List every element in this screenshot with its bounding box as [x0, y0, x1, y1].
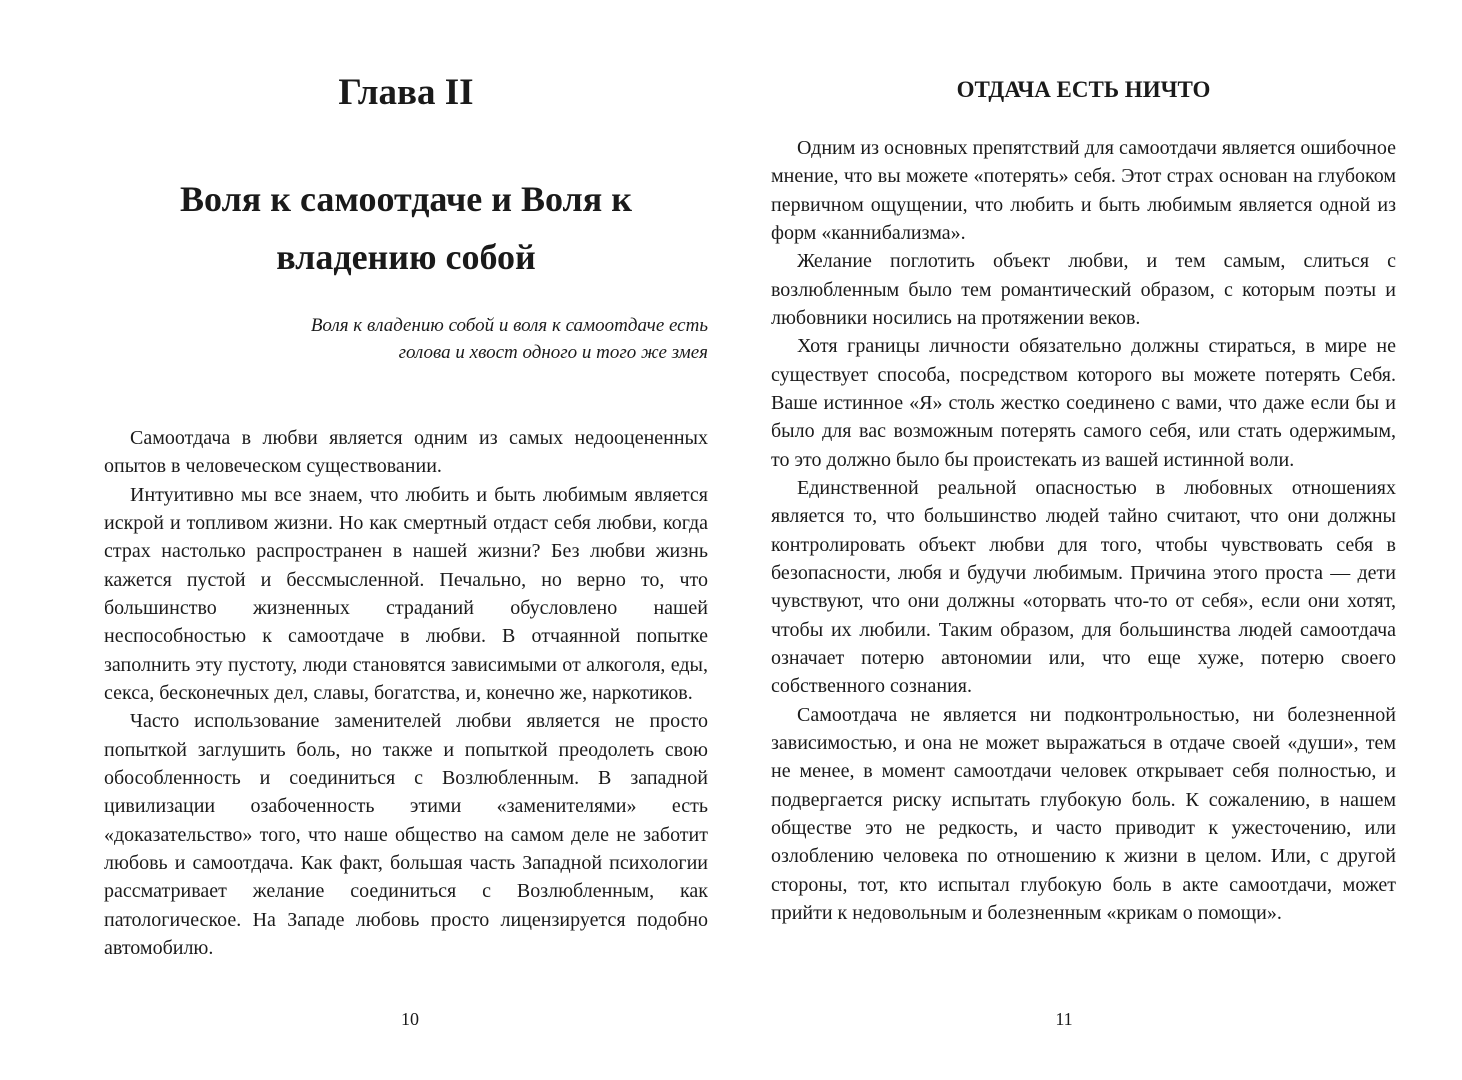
paragraph: Часто использование заменителей любви является не просто попыткой заглушить боль, но также и попыткой преодолеть свою обособленность и соединиться с Возлюбленным. В западной цивилизации озабоченность этими «заменителями» есть «доказательство» того, что наше общество на самом деле не заботит любовь и самоотдача. Как факт, большая часть Западной психологии рассматривает желание соединиться с Возлюбленным, как патологическое. На Западе любовь просто лицензируется подобно автомобилю.: [104, 710, 708, 959]
left-body-text: [104, 424, 708, 962]
right-page: [731, 0, 1462, 1080]
chapter-title: Глава II: [338, 72, 474, 113]
chapter-subtitle: Воля к самоотдаче и Воля к владению собой: [180, 179, 632, 277]
section-title: ОТДАЧА ЕСТЬ НИЧТО: [956, 77, 1211, 102]
epigraph: Воля к владению собой и воля к самоотдаче есть голова и хвост одного и того же змея: [310, 315, 708, 363]
page-number-right: 11: [1055, 1009, 1073, 1029]
paragraph: Самоотдача в любви является одним из самых недооцененных опытов в человеческом существовании.: [104, 427, 708, 478]
paragraph: Интуитивно мы все знаем, что любить и быть любимым является искрой и топливом жизни. Но как смертный отдаст себя любви, когда страх настолько распространен в нашей жизни? Без любви жизнь кажется пустой и бессмысленной. Печально, но верно то, что большинство жизненных страданий обусловлено нашей неспособностью к самоотдаче в любви. В отчаянной попытке заполнить эту пустоту, люди становятся зависимыми от алкоголя, еды, секса, бесконечных дел, славы, богатства, и, конечно же, наркотиков.: [104, 483, 708, 704]
paragraph: Единственной реальной опасностью в любовных отношениях является то, что большинство людей тайно считают, что они должны контролировать объект любви для того, чтобы чувствовать себя в безопасности, любя и будучи любимым. Причина этого проста — дети чувствуют, что они должны «оторвать что-то от себя», если они хотят, чтобы их любили. Таким образом, для большинства людей самоотдача означает потерю автономии или, что еще хуже, потерю своего собственного сознания.: [771, 476, 1396, 698]
paragraph: Самоотдача не является ни подконтрольностью, ни болезненной зависимостью, и она не может выражаться в отдаче своей «души», тем не менее, в момент самоотдачи человек открывает себя полностью, и подвергается риску испытать глубокую боль. К сожалению, в нашем обществе это не редкость, и часто приводит к ужесточению, или озлоблению человека по отношению к жизни в целом. Или, с другой стороны, тот, кто испытал глубокую боль в акте самоотдачи, может прийти к недовольным и болезненным «крикам о помощи».: [771, 703, 1396, 924]
right-body-text: [771, 134, 1396, 927]
paragraph: Одним из основных препятствий для самоотдачи является ошибочное мнение, что вы можете «потерять» себя. Этот страх основан на глубоком первичном ощущении, что любить и быть любимым является одной из форм «каннибализма».: [771, 137, 1396, 244]
page-number-left: 10: [401, 1009, 419, 1029]
paragraph: Желание поглотить объект любви, и тем самым, слиться с возлюбленным было тем романтический образом, с которым поэты и любовники носились на протяжении веков.: [771, 250, 1396, 329]
paragraph: Хотя границы личности обязательно должны стираться, в мире не существует способа, посредством которого вы можете потерять Себя. Ваше истинное «Я» столь жестко соединено с вами, что даже если бы и было для вас возможным потерять самого себя, или стать одержимым, то это должно было бы проистекать из вашей истинной воли.: [771, 335, 1396, 471]
